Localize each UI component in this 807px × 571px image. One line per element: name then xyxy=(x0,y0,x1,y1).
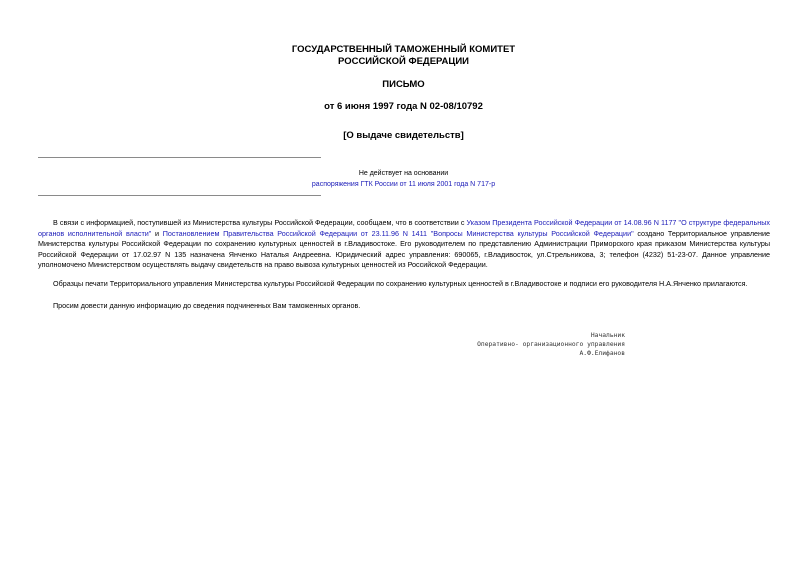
signature-name: А.Ф.Елифанов xyxy=(579,350,625,357)
divider-top xyxy=(38,157,321,158)
paragraph-text: и xyxy=(151,228,163,238)
status-note-link-wrap xyxy=(0,180,807,190)
signature-title: Начальник xyxy=(590,332,625,339)
repeal-order-link[interactable]: распоряжения ГТК России от 11 июля 2001 года N 717-р xyxy=(311,181,496,188)
paragraph-text: создано Территориальное управление Министерства культуры Российской Федерации по сохранению культурных ценностей в г.Владивостоке. Его руководителем по представлению Администрации Приморского края приказом Министерства культуры Российской Федерации от 17.02.97 N 135 назначена Янченко Наталья Андреевна. Юридический адрес управления: 690065, г.Владивосток, ул.Стрельникова, 3; телефон (4232) 51-23-07. Данное управление уполномочено Министерством осуществлять выдачу свидетельств на право вывоза культурных ценностей из Российской Федерации. xyxy=(38,228,770,270)
body-paragraph-1 xyxy=(38,218,770,271)
document-type: ПИСЬМО xyxy=(382,79,425,90)
document-subject: [О выдаче свидетельств] xyxy=(343,130,464,141)
signature-department: Оперативно- организационного управления xyxy=(477,341,625,348)
divider-bottom xyxy=(38,195,321,196)
body-paragraph-2: Образцы печати Территориального управления Министерства культуры Российской Федерации по сохранению культурных ценностей в г.Владивостоке и подписи его руководителя Н.А.Янченко прилагаются. xyxy=(53,279,748,288)
issuer-line-2: РОССИЙСКОЙ ФЕДЕРАЦИИ xyxy=(337,55,469,67)
document-header xyxy=(0,44,807,67)
issuer-line-1: ГОСУДАРСТВЕННЫЙ ТАМОЖЕННЫЙ КОМИТЕТ xyxy=(291,44,516,55)
body-paragraph-3: Просим довести данную информацию до сведения подчиненных Вам таможенных органов. xyxy=(53,301,361,310)
government-resolution-link[interactable]: Постановлением Правительства Российской Федерации от 23.11.96 N 1411 "Вопросы Министерства культуры Российской Федерации" xyxy=(162,228,634,238)
paragraph-text: В связи с информацией, поступившей из Министерства культуры Российской Федерации, сообщаем, что в соответствии с xyxy=(53,218,467,227)
status-note-text: Не действует на основании xyxy=(358,170,449,177)
presidential-decree-link[interactable]: Указом Президента Российской Федерации от 14.08.96 N 1177 "О структуре федеральных органов исполнительной власти" xyxy=(38,218,770,238)
document-date-number: от 6 июня 1997 года N 02-08/10792 xyxy=(324,101,483,112)
